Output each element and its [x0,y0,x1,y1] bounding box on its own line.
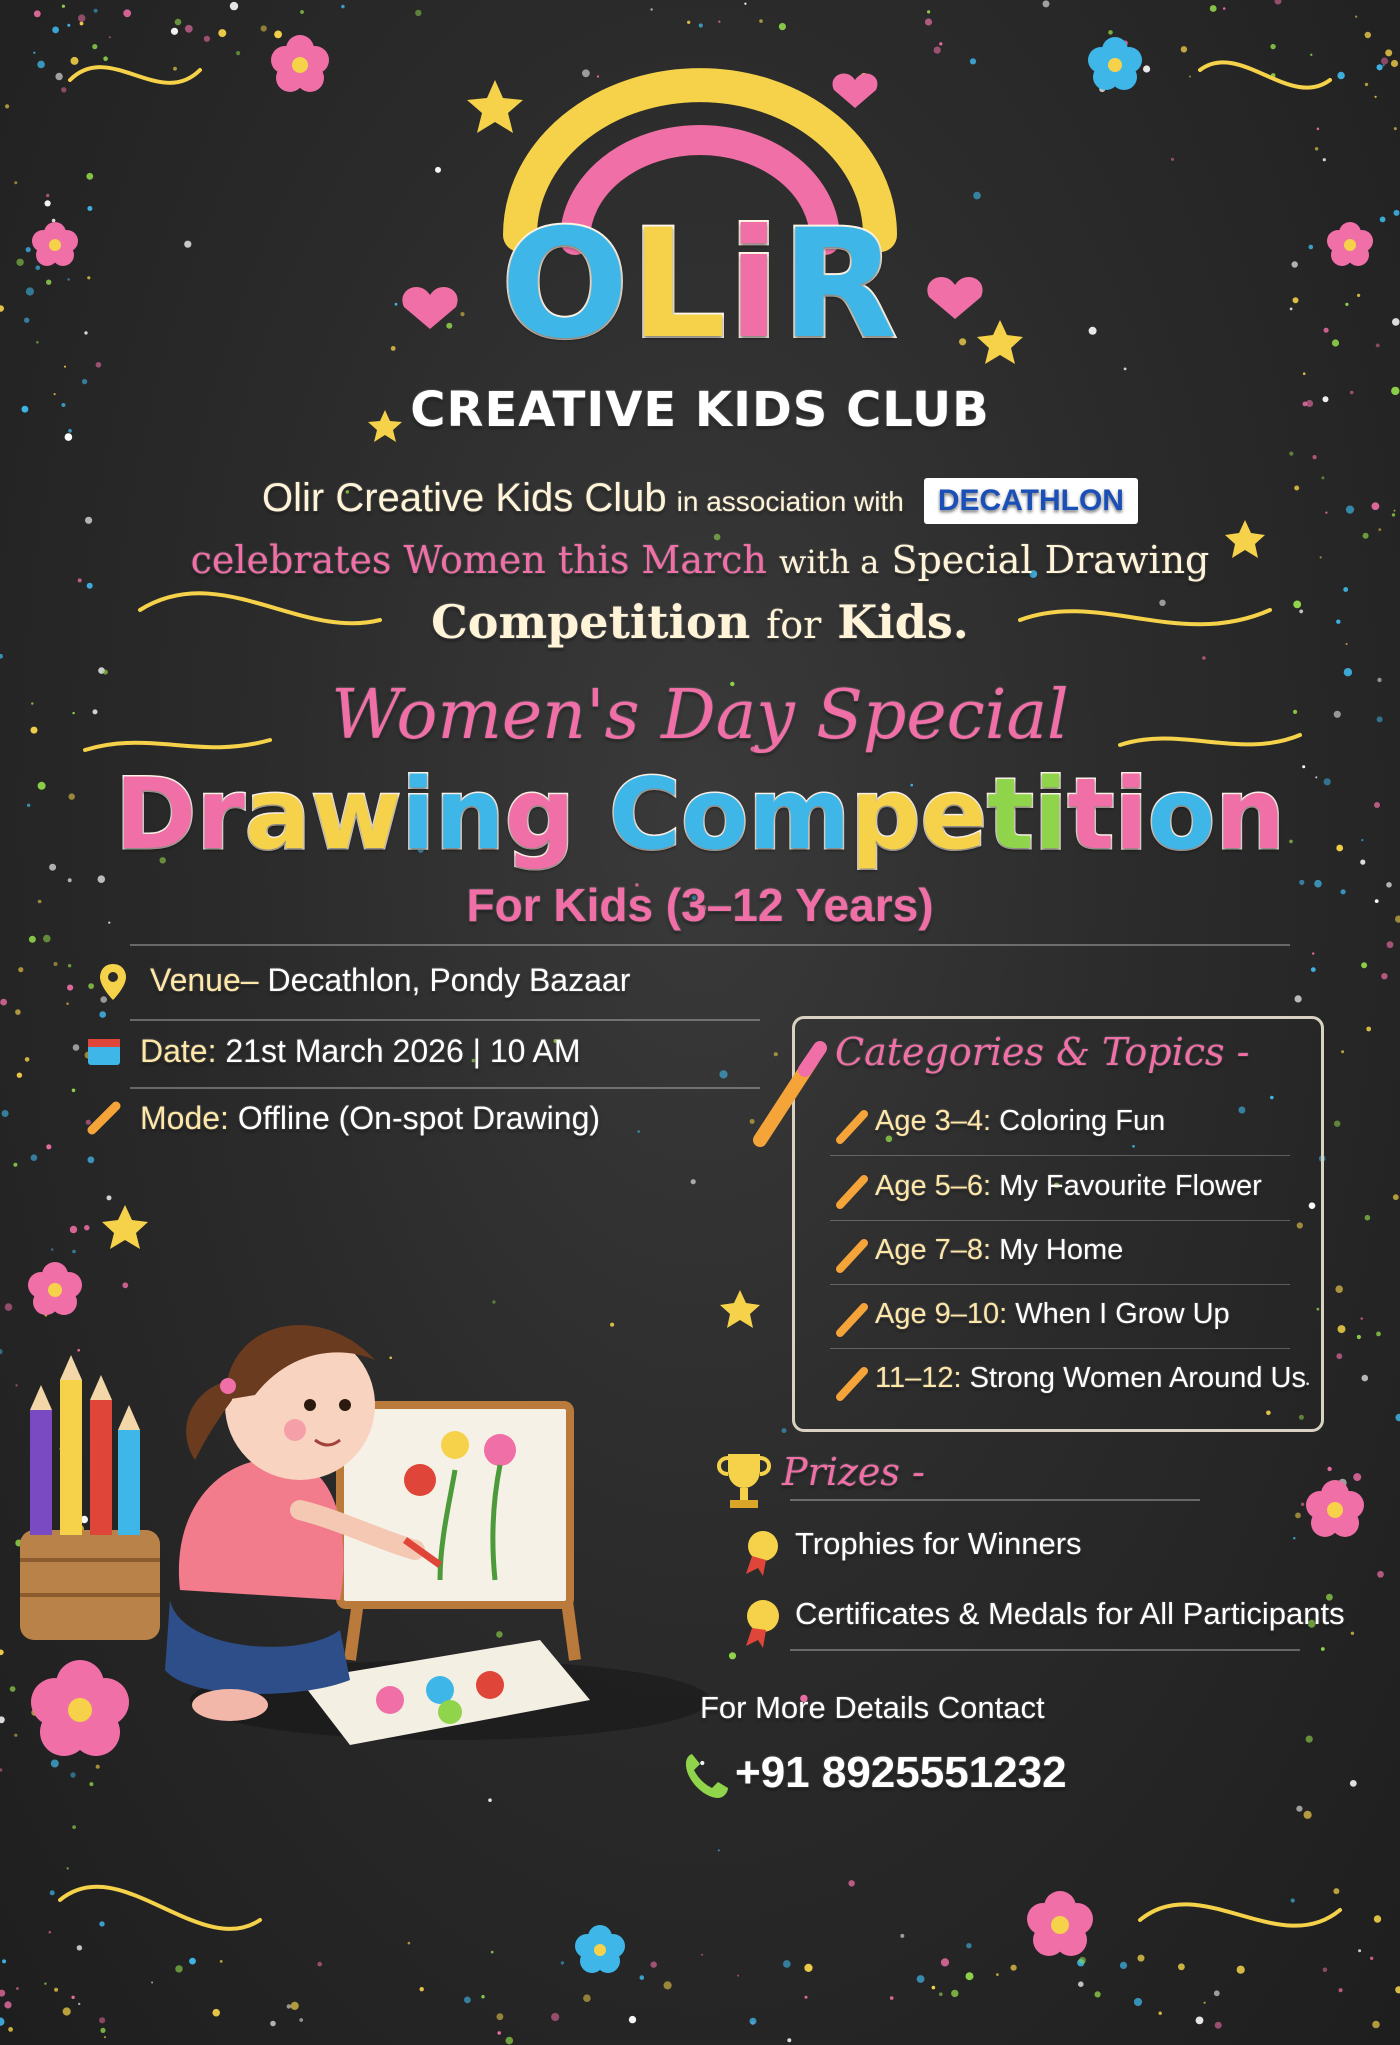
confetti-dot [1366,1027,1371,1032]
prizes-title: Prizes - [782,1450,925,1494]
confetti-dot [1370,1957,1373,1960]
confetti-dot [72,1089,76,1093]
confetti-dot [72,1825,76,1829]
confetti-dot [1327,1467,1331,1471]
headline-letter [575,758,609,872]
headline-letter: i [401,758,435,872]
brand-letter: R [781,198,900,372]
confetti-dot [1341,1050,1344,1053]
paintbrush-icon [750,1040,830,1150]
confetti-dot [1159,2012,1162,2015]
confetti-dot [691,1179,696,1184]
headline-letter: r [196,758,245,872]
headline-letter: n [434,758,505,872]
location-pin-icon [132,962,162,1010]
confetti-dot [29,936,36,943]
confetti-dot [16,1987,19,1990]
association-text: in association with [676,486,904,517]
headline-letter: i [1114,758,1148,872]
confetti-dot [88,1156,95,1163]
confetti-dot [488,1798,492,1802]
confetti-dot [1374,1915,1381,1922]
confetti-dot [84,1225,89,1230]
venue-row [140,962,630,999]
confetti-dot [77,1945,82,1950]
venue-value: Decathlon, Pondy Bazaar [267,962,631,998]
category-divider [830,1348,1290,1349]
confetti-dot [492,1300,495,1303]
confetti-dot [15,1384,17,1386]
confetti-dot [4,2001,11,2008]
confetti-dot [629,2016,636,2023]
confetti-dot [15,1009,21,1015]
confetti-dot [1202,656,1206,660]
confetti-dot [107,1195,112,1200]
confetti-dot [1301,1503,1304,1506]
mode-label: Mode: [140,1100,229,1136]
confetti-dot [104,2036,106,2038]
confetti-dot [1351,1632,1354,1635]
confetti-dot [270,2021,276,2027]
medal-icon [738,1594,788,1648]
confetti-dot [783,1960,791,1968]
confetti-dot [1138,1955,1145,1962]
confetti-dot [189,1958,196,1965]
age-range: For Kids (3–12 Years) [466,879,934,931]
confetti-dot [44,1983,46,1985]
confetti-dot [718,1849,720,1851]
confetti-dot [50,1890,55,1895]
confetti-dot [1293,1537,1295,1539]
confetti-dot [640,1975,645,1980]
logo [0,0,1400,470]
confetti-dot [2,1959,6,1963]
brand-letter: i [728,198,782,372]
confetti-dot [212,2009,220,2017]
confetti-dot [966,1972,974,1980]
confetti-dot [1358,1949,1361,1952]
confetti-dot [1323,1968,1328,1973]
confetti-dot [70,1226,77,1233]
confetti-dot [651,1961,657,1967]
confetti-dot [0,1650,4,1656]
confetti-dot [1304,1811,1312,1819]
confetti-dot [637,1130,640,1133]
category-item [875,1298,1230,1331]
confetti-dot [497,2013,504,2020]
confetti-dot [1333,1888,1339,1894]
confetti-dot [18,967,23,972]
prize-item: Trophies for Winners [795,1526,1082,1561]
confetti-dot [496,1631,503,1638]
confetti-dot [1387,941,1394,948]
confetti-dot [1362,1375,1369,1382]
girl-painting-illustration [20,1325,710,1745]
association-line [0,476,1400,524]
confetti-dot [67,985,73,991]
confetti-dot [1381,973,1387,979]
confetti-dot [1306,1736,1313,1743]
confetti-dot [51,1248,54,1251]
for-text: for [766,603,822,647]
confetti-dot [481,1995,484,1998]
confetti-dot [932,1986,936,1990]
trophy-badge-icon [738,1526,788,1576]
headline-letter: e [920,758,988,872]
mode-row [140,1100,600,1137]
confetti-dot [1350,1780,1357,1787]
confetti-dot [2,1110,9,1117]
confetti-dot [966,1943,971,1948]
category-item [875,1362,1306,1395]
headline-letter: p [850,758,921,872]
confetti-dot [100,2028,105,2033]
confetti-dot [1339,1988,1343,1992]
confetti-dot [77,1349,80,1352]
confetti-dot [939,1992,943,1996]
confetti-dot [1134,1998,1142,2006]
confetti-dot [1334,1121,1340,1127]
confetti-dot [8,2027,13,2032]
crayon-icons [834,1108,870,1408]
confetti-dot [1215,2022,1222,2029]
calendar-icon [132,1033,168,1075]
confetti-dot [1321,1647,1325,1651]
confetti-dot [1095,1991,1101,1997]
headline-letter: o [680,758,749,872]
trophy-icon [712,1448,776,1512]
confetti-dot [88,983,94,989]
confetti-dot [0,654,3,659]
womens-day-title: Women's Day Special [331,676,1069,755]
confetti-dot [287,2004,291,2008]
confetti-dot [0,1768,2,1771]
confetti-dot [122,1282,128,1288]
confetti-dot [1393,1194,1399,1200]
category-divider [830,1284,1290,1285]
drawing-competition-title [0,758,1400,872]
confetti-dot [1291,1898,1295,1902]
confetti-dot [664,1981,672,1989]
confetti-dot [917,1975,925,1983]
confetti-dot [63,2007,71,2015]
confetti-dot [420,1987,424,1991]
club-name: CREATIVE KIDS CLUB [410,382,990,438]
confetti-dot [1196,2017,1204,2025]
confetti-dot [1336,1353,1342,1359]
confetti-dot [99,1011,106,1018]
confetti-dot [68,964,71,967]
confetti-dot [1357,1335,1361,1339]
phone-number[interactable]: +91 8925551232 [735,1748,1067,1797]
confetti-dot [1312,952,1314,954]
headline-letter: t [987,758,1034,872]
confetti-dot [299,2018,303,2022]
confetti-dot [1378,528,1381,531]
confetti-dot [1335,1285,1343,1293]
headline-letter: w [310,758,402,872]
confetti-dot [583,1994,591,2002]
headline-letter: m [748,758,851,872]
confetti-dot [1372,2021,1380,2029]
confetti-dot [701,1954,703,1956]
confetti-dot [750,2018,757,2025]
confetti-dot [900,1934,904,1938]
confetti-dot [1204,2002,1206,2004]
category-item [875,1170,1262,1203]
confetti-dot [54,1988,58,1992]
confetti-dot [10,1686,16,1692]
confetti-dot [506,2037,514,2045]
confetti-dot [951,1990,958,1997]
confetti-dot [1361,1317,1363,1319]
date-row [140,1033,581,1070]
confetti-dot [66,1002,69,1005]
confetti-dot [1311,967,1316,972]
confetti-dot [71,1996,74,1999]
confetti-dot [0,2018,4,2026]
confetti-dot [1395,1414,1400,1421]
confetti-dot [25,1057,30,1062]
confetti-dot [220,1960,223,1963]
headline-letter: D [114,758,197,872]
confetti-dot [996,1973,999,1976]
confetti-dot [389,1357,392,1360]
confetti-dot [610,1323,614,1327]
kids-text: Kids. [837,595,969,649]
confetti-dot [13,1163,17,1167]
club-full-name: Olir Creative Kids Club [262,476,667,520]
category-topic: Strong Women Around Us [969,1362,1306,1394]
competition-line [0,595,1400,649]
confetti-dot [1338,1325,1346,1333]
brand-wordmark [0,198,1400,372]
confetti-dot [408,1942,411,1945]
contact-label: For More Details Contact [700,1690,1045,1725]
headline-letter: a [244,758,311,872]
confetti-dot [1078,1981,1084,1987]
confetti-dot [1361,962,1367,968]
confetti-dot [561,1961,564,1964]
confetti-dot [1296,1806,1302,1812]
category-topic: Coloring Fun [999,1105,1166,1137]
phone-icon [680,1750,732,1802]
confetti-dot [46,1144,51,1149]
confetti-dot [5,1303,13,1311]
confetti-dot [551,2013,559,2021]
confetti-dot [1120,1962,1127,1969]
brand-letter: O [500,198,631,372]
confetti-dot [464,1997,471,2004]
confetti-dot [51,1760,59,1768]
confetti-dot [73,1044,80,1051]
date-value: 21st March 2026 | 10 AM [225,1033,581,1069]
celebrate-line [0,538,1400,582]
special-drawing-text: Special Drawing [891,538,1210,582]
prize-item: Certificates & Medals for All Participants [795,1596,1345,1631]
confetti-dot [0,1716,5,1723]
confetti-dot [1178,1963,1185,1970]
confetti-dot [175,1965,182,1972]
confetti-dot [291,2002,299,2010]
confetti-dot [0,1990,5,1997]
decathlon-logo: DECATHLON [924,478,1138,524]
confetti-dot [99,2017,105,2023]
confetti-dot [43,935,51,943]
with-a-text: with a [779,543,880,581]
categories-title: Categories & Topics - [835,1030,1250,1074]
confetti-dot [87,583,93,589]
confetti-dot [491,1951,494,1954]
category-divider [830,1155,1290,1156]
brand-letter: L [630,198,729,372]
category-age: 11–12: [875,1362,962,1394]
confetti-dot [1377,1571,1384,1578]
confetti-dot [0,999,7,1006]
confetti-dot [782,1428,787,1433]
confetti-dot [1295,1513,1301,1519]
confetti-dot [17,1073,22,1078]
category-age: Age 3–4: [875,1105,992,1137]
confetti-dot [737,1975,739,1977]
category-age: Age 9–10: [875,1298,1008,1330]
confetti-dot [96,1765,100,1769]
confetti-dot [1395,1986,1400,1993]
confetti-dot [103,670,108,675]
confetti-dot [31,1154,38,1161]
confetti-dot [1237,1966,1245,1974]
confetti-dot [1295,995,1302,1002]
headline-letter: t [1067,758,1115,872]
confetti-dot [1343,587,1348,592]
confetti-dot [49,1931,52,1934]
crayon-icon [132,1100,168,1144]
confetti-dot [719,1070,727,1078]
confetti-dot [1079,1957,1086,1964]
confetti-dot [1365,1215,1371,1221]
confetti-dot [787,2038,791,2042]
confetti-dot [1214,1990,1220,1996]
category-topic: When I Grow Up [1015,1298,1230,1330]
category-item [875,1234,1123,1267]
headline-letter: g [504,758,575,872]
mode-value: Offline (On-spot Drawing) [237,1100,601,1136]
confetti-dot [54,962,58,966]
venue-label: Venue– [150,962,259,998]
competition-text: Competition [431,595,751,649]
confetti-dot [0,1349,3,1354]
headline-letter: o [1147,758,1216,872]
category-age: Age 7–8: [875,1234,992,1266]
date-label: Date: [140,1033,217,1069]
confetti-dot [14,1734,17,1737]
headline-letter: n [1215,758,1286,872]
confetti-dot [151,1982,153,1984]
celebrate-text: celebrates Women this March [190,538,767,582]
confetti-dot [99,1921,104,1926]
headline-letter: i [1033,758,1068,872]
confetti-dot [498,2031,501,2034]
confetti-dot [1353,1473,1361,1481]
headline-letter: C [609,758,681,872]
confetti-dot [67,1867,69,1869]
confetti-dot [72,1250,76,1254]
confetti-dot [941,1958,949,1966]
category-topic: My Favourite Flower [999,1170,1262,1202]
confetti-dot [317,1962,322,1967]
category-divider [830,1220,1290,1221]
confetti-dot [805,1996,808,1999]
category-age: Age 5–6: [875,1170,992,1202]
category-item [875,1105,1165,1138]
confetti-dot [804,1964,812,1972]
confetti-dot [1011,1965,1017,1971]
confetti-dot [1376,1332,1381,1337]
confetti-dot [70,1772,75,1777]
confetti-dot [848,1880,854,1886]
confetti-dot [78,2003,80,2005]
category-topic: My Home [999,1234,1124,1266]
confetti-dot [890,1996,894,2000]
confetti-dot [89,1782,93,1786]
confetti-dot [729,1652,736,1659]
